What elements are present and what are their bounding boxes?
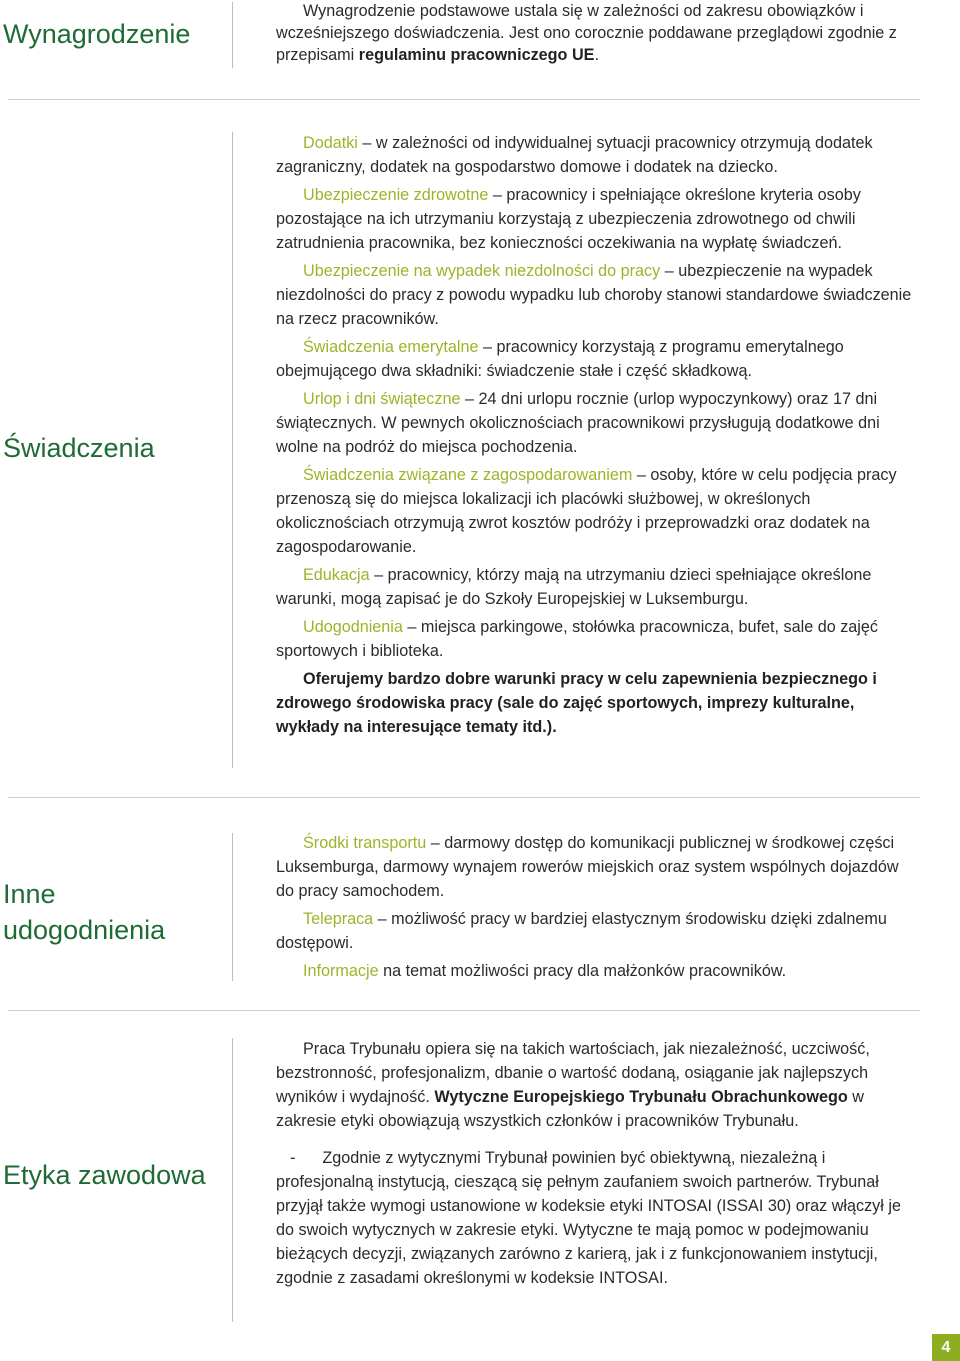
benefit-item: Ubezpieczenie na wypadek niezdolności do pracy – ubezpieczenie na wypadek niezdolności do pracy z powodu wypadku lub choroby stanowi standardowe świadczenie na rzecz pracowników. xyxy=(276,262,912,328)
divider-horizontal xyxy=(8,1010,920,1011)
benefit-item: Świadczenia związane z zagospodarowaniem – osoby, które w celu podjęcia pracy przenoszą się do miejsca lokalizacji ich placówki służbowej, w określonych okolicznościach otrzymują zwrot kosztów podróży i przeprowadzki oraz dodatek na zagospodarowanie. xyxy=(276,466,897,556)
heading-swiadczenia: Świadczenia xyxy=(3,433,155,463)
etyka-list-item: - Zgodnie z wytycznymi Trybunał powinien być obiektywną, niezależną i profesjonalną instytucją, cieszącą się pełnym zaufaniem swoich partnerów. Trybunał przyjął także wymogi ustanowione w kodeksie etyki INTOSAI (ISSAI 30) oraz włączył je do swoich wytycznych w zakresie etyki. Wytyczne te mają pomoc w podejmowaniu bieżących decyzji, związanych zarówno z karierą, jak i z funkcjonowaniem instytucji, zgodnie z zasadami określonymi w kodeksie INTOSAI. xyxy=(276,1149,901,1287)
heading-inne: Inne udogodnienia xyxy=(3,879,166,945)
divider-vertical xyxy=(232,833,233,981)
benefit-item: Ubezpieczenie zdrowotne – pracownicy i spełniające określone kryteria osoby pozostające na ich utrzymaniu korzystają z ubezpieczenia zdrowotnego od chwili zatrudnienia pracownika, bez konieczności oczekiwania na wypłatę świadczeń. xyxy=(276,186,861,252)
benefit-item: Świadczenia emerytalne – pracownicy korzystają z programu emerytalnego obejmującego dwa składniki: świadczenie stałe i część składkową. xyxy=(276,338,844,380)
benefits-list xyxy=(276,131,916,739)
divider-vertical xyxy=(232,1038,233,1322)
divider-vertical xyxy=(232,132,233,768)
benefits-closing: Oferujemy bardzo dobre warunki pracy w celu zapewnienia bezpiecznego i zdrowego środowiska pracy (sale do zajęć sportowych, imprezy kulturalne, wykłady na interesujące tematy itd.). xyxy=(276,670,877,736)
divider-horizontal xyxy=(8,99,920,100)
inne-list xyxy=(276,831,916,983)
heading-etyka: Etyka zawodowa xyxy=(3,1160,206,1190)
divider-horizontal xyxy=(8,797,920,798)
inne-item: Informacje na temat możliwości pracy dla małżonków pracowników. xyxy=(303,962,787,980)
etyka-text xyxy=(276,1037,916,1290)
inne-item: Środki transportu – darmowy dostęp do komunikacji publicznej w środkowej części Luksemburga, darmowy wynajem rowerów miejskich oraz system wspólnych dojazdów do pracy samochodem. xyxy=(276,834,899,900)
benefit-item: Edukacja – pracownicy, którzy mają na utrzymaniu dzieci spełniające określone warunki, mogą zapisać je do Szkoły Europejskiej w Luksemburgu. xyxy=(276,566,872,608)
divider-vertical xyxy=(232,2,233,68)
page-number-badge: 4 xyxy=(932,1334,960,1361)
etyka-paragraph: Praca Trybunału opiera się na takich wartościach, jak niezależność, uczciwość, bezstronność, profesjonalizm, dbanie o wartość dodaną, osiąganie jak najlepszych wyników i wydajność. Wytyczne Europejskiego Trybunału Obrachunkowego w zakresie etyki obowiązują wszystkich członków i pracowników Trybunału. xyxy=(276,1040,870,1130)
wynagrodzenie-text: Wynagrodzenie podstawowe ustala się w zależności od zakresu obowiązków i wcześniejszego doświadczenia. Jest ono corocznie poddawane przeglądowi zgodnie z przepisami regulaminu pracowniczego UE. xyxy=(276,2,897,64)
benefit-item: Udogodnienia – miejsca parkingowe, stołówka pracownicza, bufet, sale do zajęć sportowych i biblioteka. xyxy=(276,618,878,660)
benefit-item: Urlop i dni świąteczne – 24 dni urlopu rocznie (urlop wypoczynkowy) oraz 17 dni świątecznych. W pewnych okolicznościach pracownikowi przysługują dodatkowe dni wolne na podróż do miejsca pochodzenia. xyxy=(276,390,880,456)
inne-item: Telepraca – możliwość pracy w bardziej elastycznym środowisku dzięki zdalnemu dostępowi. xyxy=(276,910,887,952)
heading-wynagrodzenie: Wynagrodzenie xyxy=(3,19,191,49)
benefit-item: Dodatki – w zależności od indywidualnej sytuacji pracownicy otrzymują dodatek zagraniczny, dodatek na gospodarstwo domowe i dodatek na dziecko. xyxy=(276,134,873,176)
link-regulamin: regulaminu pracowniczego UE xyxy=(358,46,595,64)
